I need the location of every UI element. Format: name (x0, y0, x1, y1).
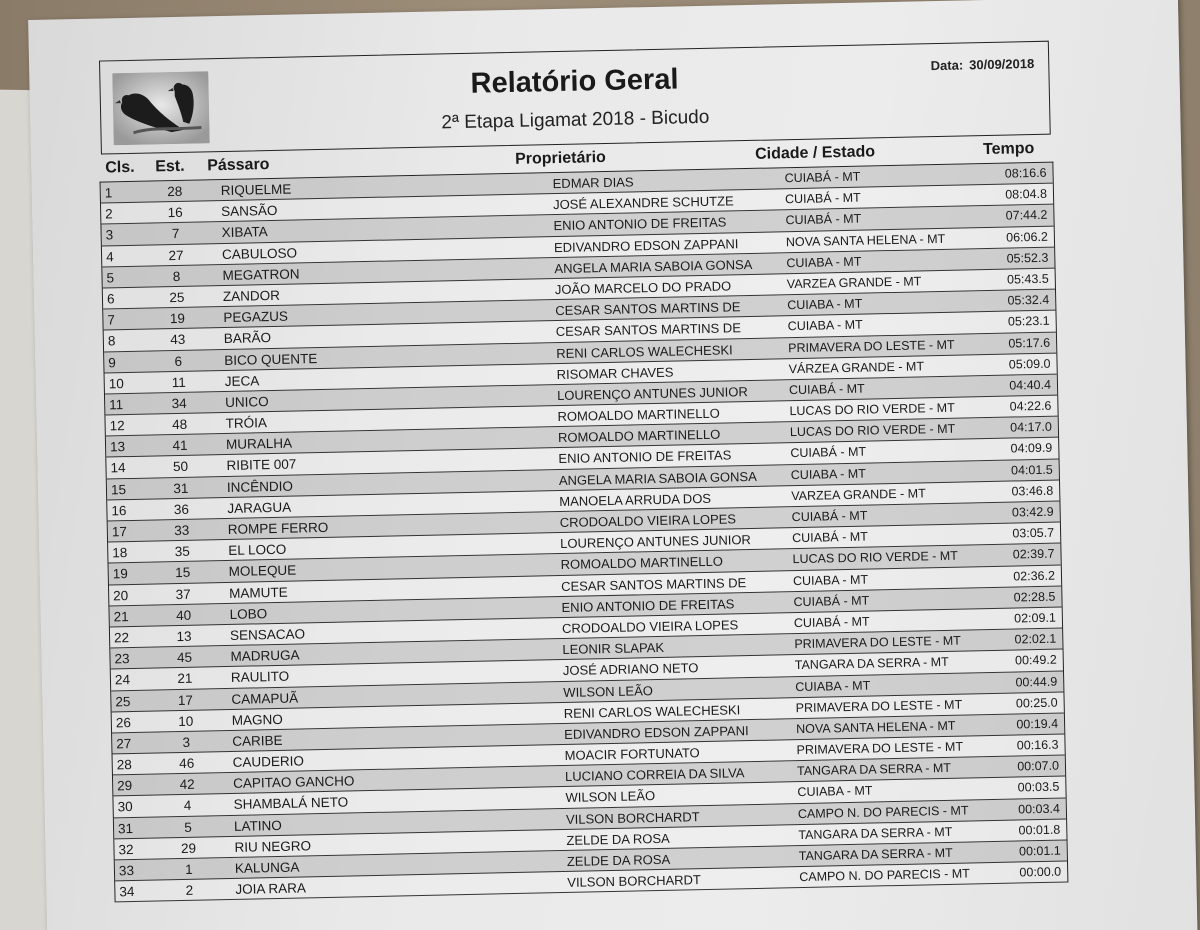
time-cell: 00:25.0 (1015, 695, 1058, 711)
rank-cell: 9 (108, 354, 116, 370)
bird-name-cell: CAPITAO GANCHO (233, 773, 355, 792)
rank-cell: 18 (112, 545, 128, 561)
city-cell: CUIABÁ - MT (785, 212, 862, 228)
column-header-est: Est. (155, 157, 185, 176)
rank-cell: 5 (106, 270, 115, 286)
station-cell: 36 (173, 501, 190, 517)
owner-cell: ENIO ANTONIO DE FREITAS (561, 596, 735, 615)
column-header-city: Cidade / Estado (754, 143, 876, 163)
rank-cell: 14 (110, 460, 126, 476)
rank-cell: 26 (115, 714, 132, 731)
station-cell: 48 (171, 416, 188, 433)
rank-cell: 34 (119, 884, 135, 900)
bird-name-cell: XIBATA (221, 224, 268, 241)
station-cell: 50 (172, 459, 189, 475)
city-cell: TANGARA DA SERRA - MT (794, 655, 949, 673)
city-cell: TANGARA DA SERRA - MT (798, 824, 953, 842)
rank-cell: 4 (105, 248, 114, 265)
report-sheet (28, 0, 1197, 930)
bird-name-cell: LATINO (233, 817, 282, 834)
time-cell: 08:04.8 (1005, 186, 1048, 202)
owner-cell: RISOMAR CHAVES (556, 364, 674, 382)
rank-cell: 27 (116, 735, 132, 752)
time-cell: 05:43.5 (1006, 271, 1049, 287)
owner-cell: VILSON BORCHARDT (567, 872, 702, 891)
time-cell: 04:17.0 (1010, 419, 1053, 435)
time-cell: 02:02.1 (1014, 631, 1057, 647)
report-header (99, 41, 1051, 155)
owner-cell: ROMOALDO MARTINELLO (557, 426, 721, 446)
bird-name-cell: TRÓIA (225, 415, 268, 432)
rank-cell: 19 (112, 566, 128, 582)
time-cell: 05:09.0 (1008, 356, 1051, 372)
rank-cell: 31 (117, 820, 134, 836)
city-cell: CUIABA - MT (797, 783, 873, 800)
bird-name-cell: MADRUGA (230, 647, 300, 665)
time-cell: 02:28.5 (1013, 589, 1056, 605)
time-cell: 00:49.2 (1014, 652, 1057, 668)
time-cell: 03:05.7 (1012, 525, 1055, 541)
time-cell: 02:36.2 (1013, 568, 1056, 584)
time-cell: 06:06.2 (1006, 229, 1049, 245)
time-cell: 03:42.9 (1011, 504, 1054, 520)
rank-cell: 10 (108, 375, 124, 392)
station-cell: 5 (184, 819, 192, 835)
station-cell: 41 (172, 438, 188, 454)
column-header-owner: Proprietário (514, 148, 606, 168)
bird-name-cell: SHAMBALÁ NETO (233, 794, 349, 813)
time-cell: 05:17.6 (1008, 335, 1051, 351)
column-header-cls: Cls. (105, 158, 135, 177)
results-table (100, 162, 1069, 903)
owner-cell: MOACIR FORTUNATO (564, 745, 700, 764)
station-cell: 13 (176, 628, 192, 645)
owner-cell: CRODOALDO VIEIRA LOPES (561, 617, 739, 636)
bird-name-cell: SENSACAO (229, 626, 306, 643)
bird-name-cell: MEGATRON (222, 266, 300, 283)
rank-cell: 12 (109, 418, 125, 434)
time-cell: 04:22.6 (1009, 398, 1052, 414)
station-cell: 4 (183, 798, 192, 814)
owner-cell: WILSON LEÃO (565, 788, 656, 806)
time-cell: 08:16.6 (1004, 165, 1047, 181)
owner-cell: RENI CARLOS WALECHESKI (556, 341, 733, 361)
time-cell: 07:44.2 (1005, 208, 1048, 223)
rank-cell: 29 (117, 778, 133, 794)
station-cell: 19 (169, 310, 186, 327)
city-cell: CAMPO N. DO PARECIS - MT (799, 866, 970, 885)
city-cell: NOVA SANTA HELENA - MT (785, 231, 946, 249)
bird-name-cell: LOBO (229, 605, 268, 622)
city-cell: CUIABÁ - MT (784, 169, 861, 186)
bird-name-cell: UNICO (225, 393, 269, 410)
rank-cell: 22 (113, 630, 130, 646)
city-cell: CUIABÁ - MT (791, 508, 868, 525)
time-cell: 04:09.9 (1010, 441, 1053, 456)
station-cell: 17 (177, 692, 194, 708)
time-cell: 02:39.7 (1012, 547, 1055, 562)
owner-cell: MANOELA ARRUDA DOS (559, 490, 712, 509)
column-header-bird: Pássaro (207, 156, 270, 175)
owner-cell: CRODOALDO VIEIRA LOPES (559, 511, 737, 531)
report-title: Relatório Geral (470, 63, 679, 100)
station-cell: 6 (174, 353, 183, 369)
rank-cell: 17 (111, 524, 128, 540)
owner-cell: JOSÉ ADRIANO NETO (562, 660, 699, 679)
city-cell: LUCAS DO RIO VERDE - MT (792, 549, 958, 567)
bird-name-cell: JARAGUA (227, 499, 292, 516)
time-cell: 03:46.8 (1011, 483, 1054, 499)
station-cell: 16 (167, 205, 183, 221)
station-cell: 11 (171, 374, 186, 390)
city-cell: LUCAS DO RIO VERDE - MT (789, 400, 955, 419)
bird-name-cell: MOLEQUE (228, 562, 297, 580)
owner-cell: EDIVANDRO EDSON ZAPPANI (564, 722, 749, 742)
time-cell: 00:01.8 (1018, 822, 1061, 838)
owner-cell: CESAR SANTOS MARTINS DE (560, 574, 747, 594)
report-date (931, 56, 1035, 73)
bird-name-cell: JECA (224, 372, 260, 389)
rank-cell: 23 (114, 651, 130, 667)
rank-cell: 2 (105, 206, 113, 222)
bird-name-cell: ROMPE FERRO (227, 519, 329, 537)
city-cell: NOVA SANTA HELENA - MT (795, 718, 956, 736)
rank-cell: 28 (116, 757, 132, 773)
bird-name-cell: MAMUTE (229, 584, 288, 601)
station-cell: 28 (167, 183, 183, 200)
rank-cell: 6 (106, 291, 115, 307)
column-header-time: Tempo (982, 140, 1035, 159)
city-cell: CUIABÁ - MT (793, 614, 870, 631)
city-cell: PRIMAVERA DO LESTE - MT (795, 697, 963, 715)
date-label: Data: (930, 57, 964, 74)
rank-cell: 13 (109, 439, 126, 455)
bird-name-cell: MURALHA (225, 435, 293, 453)
bird-name-cell: SANSÃO (221, 203, 278, 220)
city-cell: CUIABÁ - MT (793, 593, 870, 609)
bird-name-cell: CAUDERIO (232, 753, 305, 770)
station-cell: 29 (180, 840, 197, 856)
station-cell: 27 (168, 247, 184, 263)
city-cell: PRIMAVERA DO LESTE - MT (788, 337, 955, 355)
bird-name-cell: RIU NEGRO (234, 838, 312, 855)
date-value: 30/09/2018 (969, 55, 1035, 73)
time-cell: 00:00.0 (1019, 864, 1062, 880)
time-cell: 00:07.0 (1017, 758, 1060, 774)
time-cell: 00:03.4 (1018, 801, 1061, 817)
city-cell: PRIMAVERA DO LESTE - MT (794, 633, 961, 652)
city-cell: PRIMAVERA DO LESTE - MT (796, 739, 964, 758)
time-cell: 05:23.1 (1007, 314, 1050, 329)
station-cell: 15 (175, 565, 191, 581)
city-cell: CUIABA - MT (786, 254, 862, 270)
rank-cell: 25 (115, 693, 131, 709)
city-cell: CUIABÁ - MT (784, 190, 861, 207)
station-cell: 21 (177, 671, 193, 687)
owner-cell: ENIO ANTONIO DE FREITAS (558, 447, 732, 467)
city-cell: CUIABA - MT (795, 678, 871, 694)
rank-cell: 8 (107, 333, 116, 349)
bird-name-cell: INCÊNDIO (226, 478, 294, 495)
station-cell: 8 (172, 268, 181, 284)
owner-cell: EDIVANDRO EDSON ZAPPANI (553, 235, 739, 255)
owner-cell: ZELDE DA ROSA (566, 830, 670, 848)
report-subtitle: 2ª Etapa Ligamat 2018 - Bicudo (441, 106, 710, 134)
city-cell: CUIABA - MT (787, 317, 863, 334)
rank-cell: 20 (113, 587, 129, 603)
owner-cell: JOSÉ ALEXANDRE SCHUTZE (552, 193, 734, 213)
station-cell: 2 (185, 882, 194, 899)
station-cell: 33 (174, 522, 190, 539)
owner-cell: CESAR SANTOS MARTINS DE (555, 320, 742, 340)
station-cell: 35 (174, 543, 190, 560)
owner-cell: JOÃO MARCELO DO PRADO (554, 278, 732, 298)
station-cell: 37 (175, 586, 191, 602)
city-cell: CUIABÁ - MT (790, 445, 867, 461)
owner-cell: ENIO ANTONIO DE FREITAS (553, 214, 727, 234)
owner-cell: ROMOALDO MARTINELLO (557, 405, 720, 425)
station-cell: 40 (175, 607, 192, 623)
owner-cell: ANGELA MARIA SABOIA GONSA (554, 256, 753, 276)
time-cell: 04:40.4 (1009, 377, 1052, 393)
bird-name-cell: CARIBE (232, 732, 283, 749)
station-cell: 45 (176, 649, 193, 666)
rank-cell: 30 (117, 799, 133, 815)
station-cell: 42 (179, 776, 195, 793)
bird-name-cell: MAGNO (231, 711, 283, 728)
rank-cell: 16 (111, 502, 127, 519)
owner-cell: ROMOALDO MARTINELLO (560, 553, 724, 573)
owner-cell: CESAR SANTOS MARTINS DE (555, 299, 741, 319)
rank-cell: 15 (110, 481, 127, 498)
city-cell: CUIABA - MT (787, 296, 863, 313)
rank-cell: 32 (118, 841, 134, 858)
bird-name-cell: EL LOCO (228, 541, 287, 559)
station-cell: 25 (169, 289, 185, 306)
time-cell: 04:01.5 (1010, 462, 1053, 478)
bird-name-cell: CAMAPUÃ (231, 690, 299, 707)
owner-cell: LUCIANO CORREIA DA SILVA (564, 765, 745, 785)
bird-name-cell: RIQUELME (220, 181, 292, 199)
owner-cell: EDMAR DIAS (552, 174, 634, 192)
station-cell: 10 (178, 713, 194, 729)
bird-name-cell: BICO QUENTE (224, 350, 318, 368)
city-cell: CUIABÁ - MT (788, 381, 865, 398)
bird-name-cell: PEGAZUS (223, 308, 289, 326)
city-cell: VÁRZEA GRANDE - MT (788, 359, 925, 376)
city-cell: TANGARA DA SERRA - MT (796, 761, 952, 779)
rank-cell: 33 (118, 863, 135, 879)
station-cell: 46 (179, 755, 195, 772)
owner-cell: RENI CARLOS WALECHESKI (563, 701, 741, 721)
city-cell: VARZEA GRANDE - MT (786, 274, 922, 292)
owner-cell: LOURENÇO ANTUNES JUNIOR (560, 532, 752, 552)
city-cell: CUIABÁ - MT (792, 529, 868, 546)
rank-cell: 3 (105, 227, 114, 243)
time-cell: 00:19.4 (1016, 716, 1059, 732)
bird-name-cell: RAULITO (230, 669, 290, 686)
bird-name-cell: CABULOSO (221, 245, 298, 262)
rank-cell: 21 (113, 608, 129, 625)
rank-cell: 11 (109, 397, 124, 413)
station-cell: 7 (171, 226, 180, 242)
bird-name-cell: JOIA RARA (235, 880, 307, 898)
time-cell: 05:32.4 (1007, 292, 1050, 308)
owner-cell: ANGELA MARIA SABOIA GONSA (558, 468, 757, 488)
owner-cell: VILSON BORCHARDT (565, 808, 700, 827)
time-cell: 00:01.1 (1018, 843, 1061, 859)
bird-name-cell: RIBITE 007 (226, 456, 297, 474)
station-cell: 3 (182, 734, 191, 750)
time-cell: 02:09.1 (1014, 610, 1057, 626)
city-cell: LUCAS DO RIO VERDE - MT (789, 421, 956, 440)
owner-cell: ZELDE DA ROSA (566, 851, 671, 869)
time-cell: 00:44.9 (1015, 674, 1058, 690)
owner-cell: LOURENÇO ANTUNES JUNIOR (556, 383, 748, 403)
station-cell: 1 (185, 861, 193, 877)
rank-cell: 24 (114, 672, 131, 688)
owner-cell: LEONIR SLAPAK (562, 639, 665, 658)
station-cell: 43 (170, 332, 186, 348)
city-cell: CAMPO N. DO PARECIS - MT (797, 803, 969, 821)
city-cell: VARZEA GRANDE - MT (791, 486, 926, 503)
time-cell: 00:16.3 (1016, 737, 1059, 753)
bird-name-cell: KALUNGA (234, 859, 300, 876)
city-cell: CUIABA - MT (792, 572, 869, 588)
time-cell: 05:52.3 (1006, 250, 1049, 266)
owner-cell: WILSON LEÃO (563, 682, 654, 700)
rank-cell: 1 (104, 185, 113, 201)
bird-name-cell: BARÃO (223, 330, 272, 347)
station-cell: 31 (173, 480, 189, 496)
station-cell: 34 (171, 395, 187, 411)
bird-name-cell: ZANDOR (222, 287, 281, 304)
city-cell: TANGARA DA SERRA - MT (798, 845, 953, 864)
rank-cell: 7 (107, 312, 116, 328)
city-cell: CUIABA - MT (790, 466, 866, 482)
time-cell: 00:03.5 (1017, 780, 1060, 795)
